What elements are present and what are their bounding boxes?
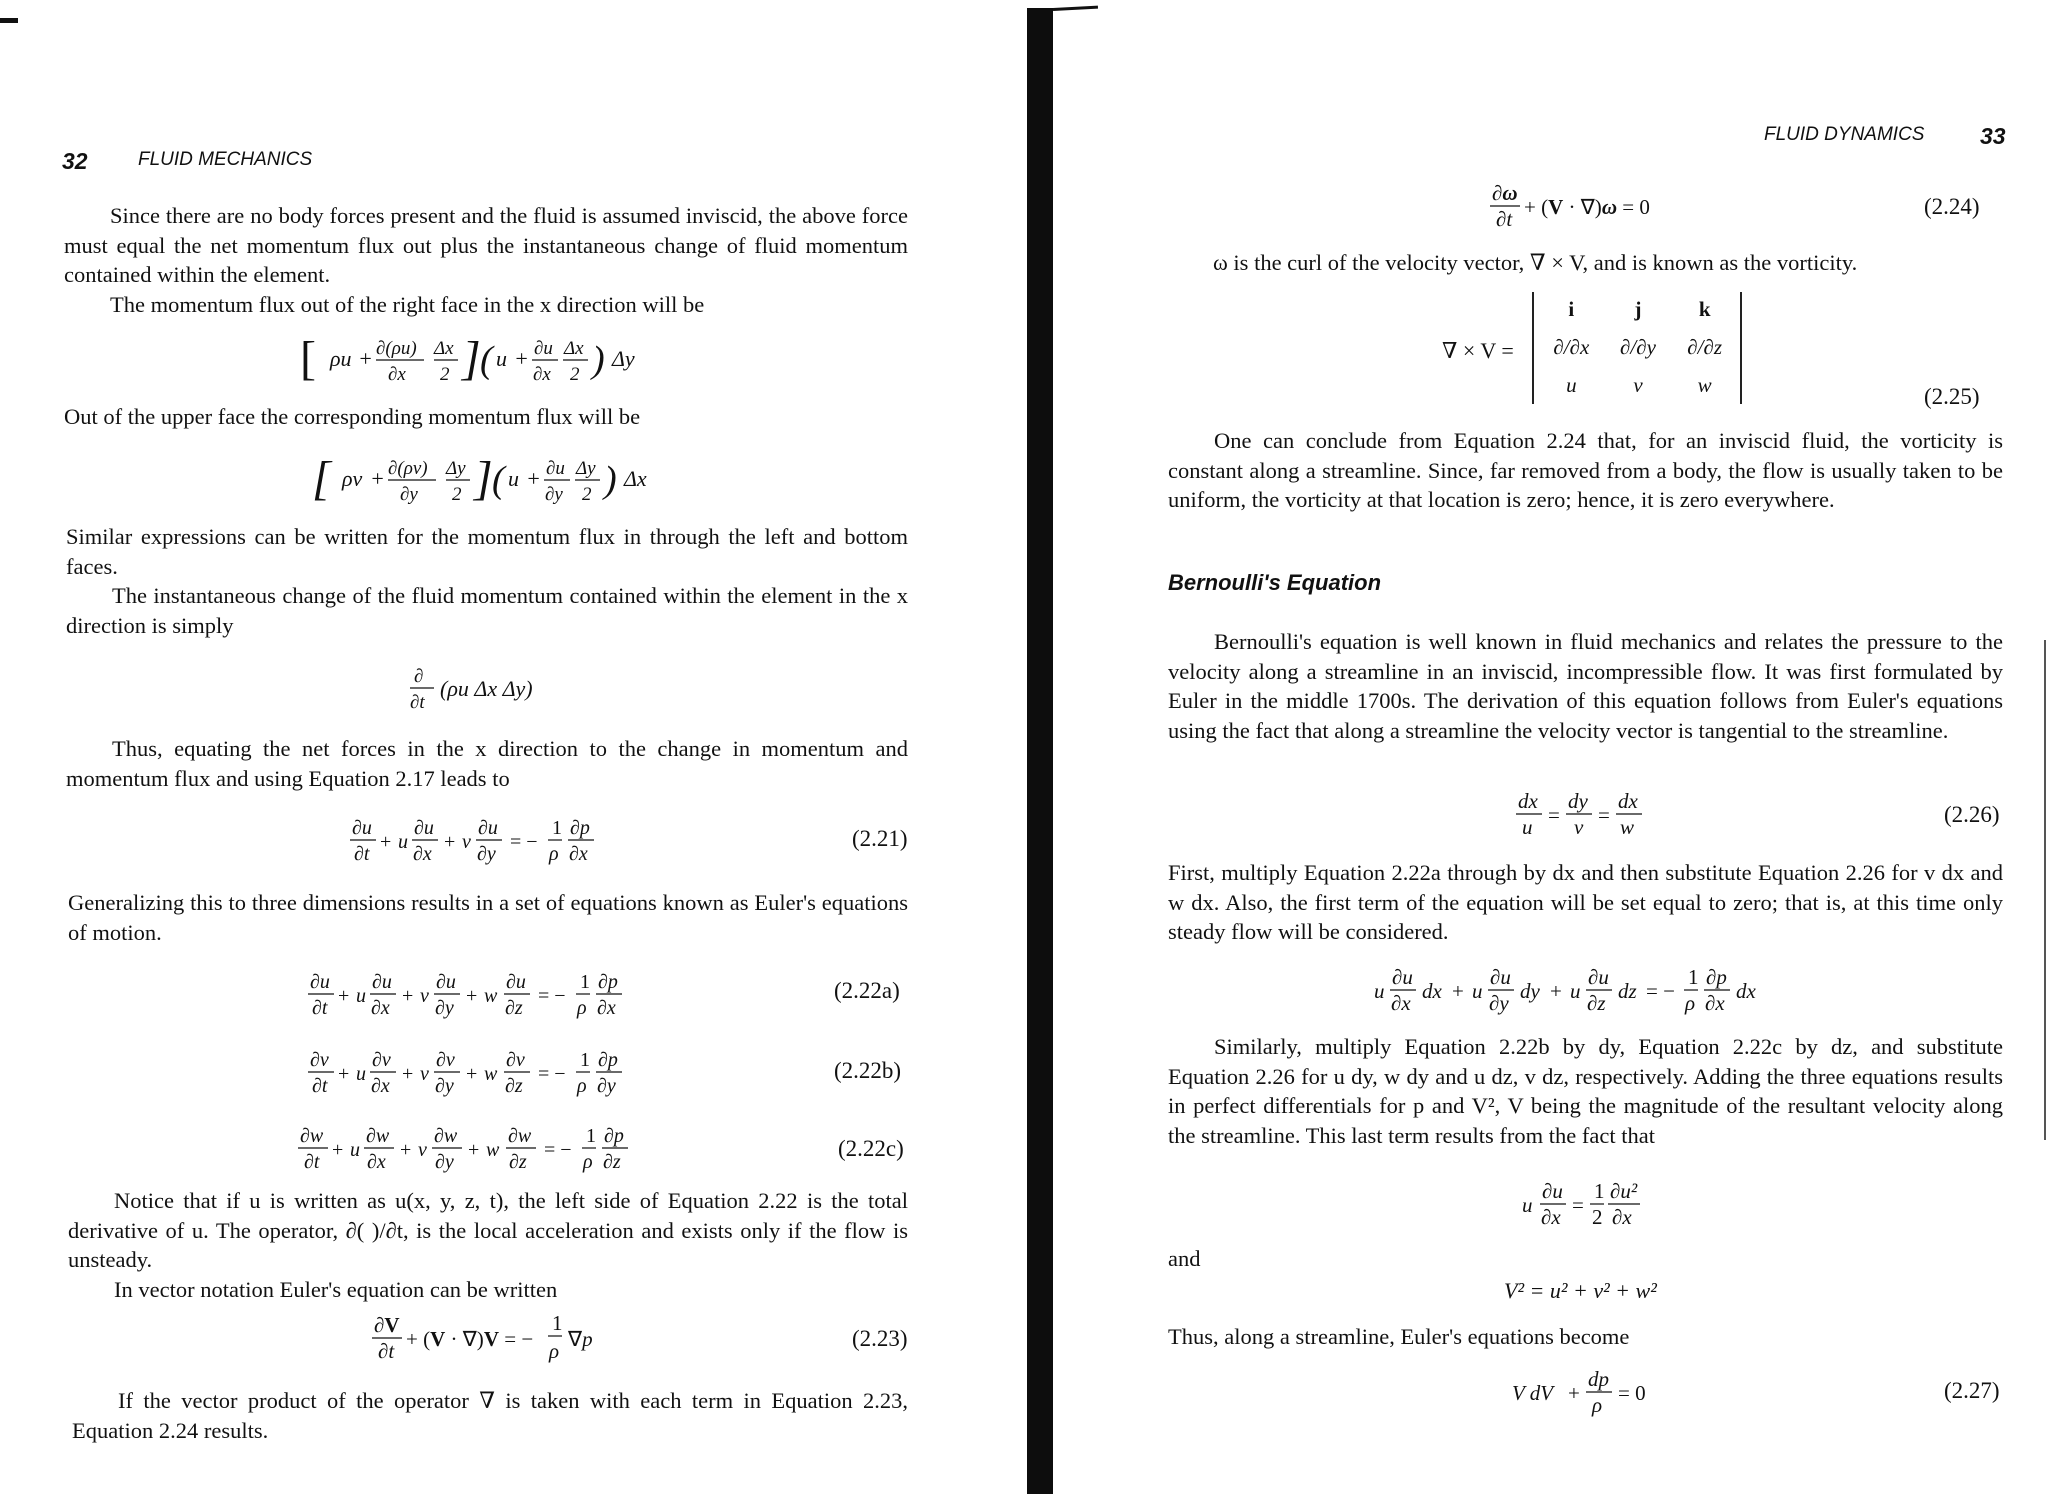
svg-text:∂t: ∂t <box>312 1075 328 1097</box>
svg-text:dx: dx <box>1518 789 1538 813</box>
svg-text:∂z: ∂z <box>505 997 523 1019</box>
svg-text:u: u <box>350 1139 360 1161</box>
equation-2-27-graphic <box>1512 1364 1672 1422</box>
svg-text:+ (V · ∇)V = −: + (V · ∇)V = − <box>406 1327 534 1351</box>
svg-text:u: u <box>496 346 507 371</box>
right-text-block-2 <box>1168 426 2003 515</box>
word-and: and <box>1168 1246 1201 1271</box>
page-number-left: 32 <box>62 148 88 174</box>
curl-equation <box>1442 290 1752 408</box>
equation-2-21 <box>350 812 650 873</box>
equation-number: (2.26) <box>1944 802 2000 827</box>
svg-text:1: 1 <box>580 971 590 993</box>
svg-text:1: 1 <box>552 817 562 839</box>
svg-text:ρ: ρ <box>549 1339 560 1363</box>
svg-text:dy: dy <box>1568 789 1588 813</box>
paragraph: The momentum flux out of the right face in the x direction will be <box>110 291 705 317</box>
svg-text:v: v <box>1574 815 1584 839</box>
equation-number <box>834 978 900 1004</box>
svg-text:∂y: ∂y <box>597 1075 616 1097</box>
equation-momentum-change-graphic <box>410 660 590 716</box>
left-text-block-6 <box>68 1186 908 1304</box>
equation-2-22c <box>298 1120 678 1181</box>
left-text-block-3 <box>66 522 908 640</box>
svg-text:+: + <box>400 1139 412 1161</box>
paragraph: Bernoulli's equation is well known in fluid mechanics and relates the pressure to the velocity along a streamline in an inviscid, incompressible flow. It was first formulated by Euler in the middle 1700s. The derivation of this equation follows from Euler's equations using the fact that along a streamline the velocity vector is tangential to the streamline. <box>1168 629 2003 743</box>
right-page-edge <box>2044 640 2046 1140</box>
svg-text:∂x: ∂x <box>371 997 390 1019</box>
svg-text:ρ: ρ <box>1592 1393 1603 1417</box>
equation-2-26-graphic <box>1516 786 1666 842</box>
svg-text:u: u <box>1522 815 1533 839</box>
equation-steady-flow-graphic <box>1374 962 1794 1020</box>
left-text-block-2 <box>64 402 908 432</box>
svg-text:∂y: ∂y <box>1489 991 1509 1015</box>
svg-text:∂u: ∂u <box>436 971 456 993</box>
svg-text:dx: dx <box>1736 979 1756 1003</box>
determinant-bar-left <box>1532 292 1534 404</box>
svg-text:∂z: ∂z <box>603 1151 621 1173</box>
svg-text:ρ: ρ <box>1685 991 1696 1015</box>
svg-text:∂t: ∂t <box>378 1339 395 1363</box>
page-number-right: 33 <box>1980 123 2006 149</box>
equation-2-22a-graphic <box>308 966 678 1022</box>
paragraph: Notice that if u is written as u(x, y, z, t), the left side of Equation 2.22 is the total derivative of u. The operator, ∂( )/∂t, is the local acceleration and exists only if the flow is unsteady. <box>68 1188 908 1272</box>
equation-right-face <box>300 330 680 395</box>
svg-text:u: u <box>508 466 519 491</box>
svg-text:ρ: ρ <box>577 1075 587 1097</box>
svg-text:∂p: ∂p <box>598 971 618 993</box>
svg-text:u: u <box>398 831 408 853</box>
paragraph: The instantaneous change of the fluid momentum contained within the element in the x direction is simply <box>66 583 908 638</box>
svg-text:+: + <box>526 466 541 491</box>
svg-text:∂t: ∂t <box>312 997 328 1019</box>
svg-text:u: u <box>1472 979 1483 1003</box>
svg-text:+: + <box>1568 1381 1580 1405</box>
svg-text:+: + <box>402 985 414 1007</box>
svg-text:∂u: ∂u <box>310 971 330 993</box>
right-text-block-6 <box>1168 1322 2003 1352</box>
paragraph: First, multiply Equation 2.22a through by dx and then substitute Equation 2.26 for v dx and w dx. Also, the first term of the equation will be set equal to zero; that is, at this time only steady flow will be considered. <box>1168 860 2003 944</box>
equation-number-text: (2.22c) <box>838 1136 904 1161</box>
svg-text:+: + <box>514 346 529 371</box>
equation-momentum-change <box>410 660 590 723</box>
svg-text:Δy: Δy <box>612 346 635 371</box>
svg-text:∂: ∂ <box>414 666 424 687</box>
equation-number: (2.27) <box>1944 1378 2000 1403</box>
svg-text:∂u: ∂u <box>1392 965 1413 989</box>
svg-text:v: v <box>462 831 471 853</box>
equation-number: (2.23) <box>852 1326 908 1351</box>
svg-text:1: 1 <box>580 1049 590 1071</box>
paragraph: Since there are no body forces present and the fluid is assumed inviscid, the above force must equal the net momentum flux out plus the instantaneous change of fluid momentum contained within the element. <box>64 203 908 287</box>
svg-text:+ (V · ∇)ω = 0: + (V · ∇)ω = 0 <box>1524 195 1650 219</box>
svg-text:∂y: ∂y <box>435 1075 454 1097</box>
equation-number <box>838 1136 904 1162</box>
svg-text:Δy: Δy <box>446 458 466 479</box>
svg-text:ρ: ρ <box>583 1151 593 1173</box>
svg-text:=: = <box>1572 1193 1584 1217</box>
svg-text:∂y: ∂y <box>435 997 454 1019</box>
svg-text:ρ: ρ <box>577 997 587 1019</box>
matrix-cell-u: u <box>1566 372 1577 397</box>
svg-text:Δx: Δx <box>564 338 584 359</box>
svg-text:w: w <box>484 1063 498 1085</box>
svg-text:∂u: ∂u <box>1542 1179 1563 1203</box>
svg-text:= −: = − <box>538 985 566 1007</box>
svg-text:∂(ρu): ∂(ρu) <box>376 338 417 359</box>
svg-text:ρu: ρu <box>330 346 352 371</box>
equation-number: (2.21) <box>852 826 908 851</box>
svg-text:u: u <box>356 1063 366 1085</box>
svg-text:= −: = − <box>510 831 538 853</box>
svg-text:+: + <box>466 985 478 1007</box>
svg-text:w: w <box>486 1139 500 1161</box>
right-text-block-3 <box>1168 627 2003 745</box>
svg-text:+: + <box>332 1139 344 1161</box>
svg-text:+: + <box>380 831 392 853</box>
matrix-cell-j: j <box>1634 296 1642 321</box>
matrix-cell-w: w <box>1697 372 1712 397</box>
svg-text:ρv: ρv <box>342 466 363 491</box>
paragraph: ω is the curl of the velocity vector, ∇ × V, and is known as the vorticity. <box>1213 250 1858 275</box>
svg-text:1: 1 <box>586 1125 596 1147</box>
svg-text:[: [ <box>312 452 331 505</box>
section-title: Bernoulli's Equation <box>1168 570 1382 595</box>
svg-text:v: v <box>420 1063 429 1085</box>
svg-text:∂V: ∂V <box>374 1313 400 1337</box>
paragraph: Similarly, multiply Equation 2.22b by dy, Equation 2.22c by dz, and substitute Equation 2.26 for u dy, w dy and u dz, v dz, respectively. Adding the three equations results in perfect differentials for p and V², V being the magnitude of the resultant velocity along the streamline. This last term results from the fact that <box>1168 1034 2003 1148</box>
matrix-cell-i: i <box>1568 296 1575 321</box>
svg-text:∂w: ∂w <box>300 1125 324 1147</box>
svg-text:+: + <box>338 1063 350 1085</box>
equation-number-text: (2.22b) <box>834 1058 902 1083</box>
left-text-block-1 <box>64 201 908 319</box>
equation-u-du <box>1522 1176 1662 1239</box>
svg-text:∂y: ∂y <box>400 484 418 505</box>
paragraph: If the vector product of the operator ∇ is taken with each term in Equation 2.23, Equation 2.24 results. <box>72 1388 908 1443</box>
matrix-cell-k: k <box>1698 296 1711 321</box>
equation-2-21-graphic <box>350 812 650 868</box>
svg-text:∂v: ∂v <box>506 1049 525 1071</box>
svg-text:v: v <box>418 1139 427 1161</box>
svg-text:]: ] <box>462 332 481 385</box>
svg-text:v: v <box>420 985 429 1007</box>
svg-text:+: + <box>1550 979 1562 1003</box>
svg-text:+: + <box>444 831 456 853</box>
equation-number <box>834 1058 901 1084</box>
svg-text:∂x: ∂x <box>388 364 406 385</box>
equation-2-23 <box>372 1310 652 1373</box>
svg-text:∂p: ∂p <box>570 817 590 839</box>
paragraph: Thus, along a streamline, Euler's equations become <box>1168 1324 1630 1349</box>
equation-upper-face-graphic <box>312 450 692 508</box>
equation-2-22a <box>308 966 678 1027</box>
left-text-block-7 <box>72 1386 908 1445</box>
svg-text:u: u <box>1374 979 1385 1003</box>
svg-text:∂t: ∂t <box>1496 207 1513 231</box>
svg-text:+: + <box>402 1063 414 1085</box>
svg-text:∂x: ∂x <box>413 843 432 865</box>
equation-2-24 <box>1490 178 1710 241</box>
svg-text:∂(ρv): ∂(ρv) <box>388 458 428 479</box>
paragraph: Thus, equating the net forces in the x direction to the change in momentum and momentum flux and using Equation 2.17 leads to <box>66 736 908 791</box>
matrix-cell-d-dz: ∂/∂z <box>1687 334 1723 359</box>
book-spine-edge <box>1053 6 1098 11</box>
svg-text:u: u <box>1522 1193 1533 1217</box>
svg-text:∂x: ∂x <box>1612 1205 1632 1229</box>
equation-number: (2.25) <box>1924 384 1980 409</box>
svg-text:dz: dz <box>1618 979 1637 1003</box>
svg-text:= −: = − <box>1646 979 1675 1003</box>
corner-mark <box>0 18 18 23</box>
equation-u-du-graphic <box>1522 1176 1662 1234</box>
left-text-block-4 <box>66 734 908 793</box>
svg-text:): ) <box>604 459 617 501</box>
matrix-cell-d-dx: ∂/∂x <box>1553 334 1590 359</box>
svg-text:[: [ <box>300 332 316 385</box>
svg-text:dp: dp <box>1588 1367 1609 1391</box>
svg-text:∂y: ∂y <box>477 843 496 865</box>
running-head-left: FLUID MECHANICS <box>138 149 313 170</box>
equation-number-text: (2.22a) <box>834 978 900 1003</box>
svg-text:∂t: ∂t <box>304 1151 320 1173</box>
svg-text:]: ] <box>474 452 493 505</box>
svg-text:∂p: ∂p <box>598 1049 618 1071</box>
equation-number: (2.24) <box>1924 194 1980 219</box>
equation-2-24-graphic <box>1490 178 1710 236</box>
svg-text:1: 1 <box>1688 965 1699 989</box>
svg-text:V dV: V dV <box>1512 1381 1554 1405</box>
svg-text:2: 2 <box>452 484 462 505</box>
svg-text:∂x: ∂x <box>367 1151 386 1173</box>
svg-text:∂z: ∂z <box>505 1075 523 1097</box>
svg-text:w: w <box>1620 815 1635 839</box>
svg-text:∂u: ∂u <box>534 338 553 359</box>
svg-text:+: + <box>338 985 350 1007</box>
svg-text:∂u: ∂u <box>372 971 392 993</box>
curl-lhs: ∇ × V = <box>1442 338 1514 363</box>
equation-2-27 <box>1512 1364 1672 1427</box>
svg-text:+: + <box>1452 979 1464 1003</box>
svg-text:(: ( <box>492 459 505 501</box>
svg-text:∂p: ∂p <box>604 1125 624 1147</box>
svg-text:= −: = − <box>544 1139 572 1161</box>
equation-2-22b-graphic <box>308 1044 678 1100</box>
paragraph: Generalizing this to three dimensions results in a set of equations known as Euler's equations of motion. <box>68 890 908 945</box>
equation-v-squared: V² = u² + v² + w² <box>1504 1278 1657 1303</box>
svg-text:u: u <box>356 985 366 1007</box>
equation-2-22b <box>308 1044 678 1105</box>
svg-text:∇p: ∇p <box>568 1327 593 1351</box>
svg-text:∂t: ∂t <box>354 843 370 865</box>
svg-text:Δx: Δx <box>624 466 647 491</box>
svg-text:∂x: ∂x <box>597 997 616 1019</box>
svg-text:u: u <box>1570 979 1581 1003</box>
paragraph: Similar expressions can be written for the momentum flux in through the left and bottom faces. <box>66 524 908 579</box>
right-text-block-4 <box>1168 858 2003 947</box>
svg-text:+: + <box>370 466 385 491</box>
svg-text:Δx: Δx <box>434 338 454 359</box>
determinant-grid <box>1538 290 1738 406</box>
equation-upper-face <box>312 450 692 515</box>
svg-text:∂p: ∂p <box>1706 965 1727 989</box>
equation-right-face-graphic <box>300 330 680 388</box>
svg-text:∂x: ∂x <box>371 1075 390 1097</box>
svg-text:2: 2 <box>1592 1205 1603 1229</box>
svg-text:∂x: ∂x <box>569 843 588 865</box>
svg-text:∂v: ∂v <box>372 1049 391 1071</box>
right-text-block-5 <box>1168 1032 2003 1150</box>
svg-text:∂y: ∂y <box>545 484 563 505</box>
svg-text:∂x: ∂x <box>1705 991 1725 1015</box>
svg-text:): ) <box>592 339 605 381</box>
svg-text:∂u: ∂u <box>352 817 372 839</box>
svg-text:w: w <box>484 985 498 1007</box>
svg-text:∂y: ∂y <box>435 1151 454 1173</box>
svg-text:ρ: ρ <box>549 843 559 865</box>
svg-text:∂z: ∂z <box>1587 991 1606 1015</box>
right-text-block-1 <box>1213 248 2003 278</box>
svg-text:∂x: ∂x <box>533 364 551 385</box>
paragraph: One can conclude from Equation 2.24 that, for an inviscid fluid, the vorticity is constant along a streamline. Since, far removed from a body, the flow is usually taken to be uniform, the vorticity at that location is zero; hence, it is zero everywhere. <box>1168 428 2003 512</box>
svg-text:∂w: ∂w <box>434 1125 458 1147</box>
svg-text:dx: dx <box>1618 789 1638 813</box>
svg-text:∂w: ∂w <box>508 1125 532 1147</box>
svg-text:= −: = − <box>538 1063 566 1085</box>
svg-text:= 0: = 0 <box>1618 1381 1646 1405</box>
equation-2-23-graphic <box>372 1310 652 1368</box>
svg-text:+: + <box>468 1139 480 1161</box>
svg-text:∂t: ∂t <box>410 692 425 713</box>
svg-text:∂x: ∂x <box>1541 1205 1561 1229</box>
left-text-block-5 <box>68 888 908 947</box>
svg-text:∂x: ∂x <box>1391 991 1411 1015</box>
svg-text:∂z: ∂z <box>509 1151 527 1173</box>
svg-text:2: 2 <box>440 364 450 385</box>
svg-text:=: = <box>1548 803 1560 827</box>
running-head-right: FLUID DYNAMICS <box>1764 124 1925 145</box>
svg-text:∂u: ∂u <box>546 458 565 479</box>
svg-text:+: + <box>358 346 373 371</box>
paragraph: In vector notation Euler's equation can be written <box>114 1276 558 1302</box>
equation-2-22c-graphic <box>298 1120 678 1176</box>
svg-text:dx: dx <box>1422 979 1442 1003</box>
svg-text:+: + <box>466 1063 478 1085</box>
svg-text:Δy: Δy <box>576 458 596 479</box>
svg-text:2: 2 <box>582 484 592 505</box>
equation-2-26 <box>1516 786 1666 847</box>
svg-text:dy: dy <box>1520 979 1540 1003</box>
svg-text:1: 1 <box>552 1311 563 1335</box>
svg-text:(: ( <box>480 339 493 381</box>
determinant-bar-right <box>1740 292 1742 404</box>
svg-text:∂w: ∂w <box>366 1125 390 1147</box>
svg-text:∂u: ∂u <box>1588 965 1609 989</box>
svg-text:∂u²: ∂u² <box>1610 1179 1638 1203</box>
svg-text:∂ω: ∂ω <box>1492 181 1518 205</box>
paragraph: Out of the upper face the corresponding momentum flux will be <box>64 404 641 429</box>
svg-text:∂u: ∂u <box>414 817 434 839</box>
svg-text:∂v: ∂v <box>310 1049 329 1071</box>
svg-text:2: 2 <box>570 364 580 385</box>
equation-steady-flow <box>1374 962 1794 1025</box>
svg-text:1: 1 <box>1594 1179 1605 1203</box>
matrix-cell-v: v <box>1633 372 1643 397</box>
svg-text:(ρu Δx Δy): (ρu Δx Δy) <box>440 676 533 701</box>
matrix-cell-d-dy: ∂/∂y <box>1620 334 1656 359</box>
svg-text:∂u: ∂u <box>478 817 498 839</box>
svg-text:∂v: ∂v <box>436 1049 455 1071</box>
book-spine-shadow <box>1027 8 1053 1494</box>
svg-text:∂u: ∂u <box>1490 965 1511 989</box>
svg-text:∂u: ∂u <box>506 971 526 993</box>
svg-text:=: = <box>1598 803 1610 827</box>
